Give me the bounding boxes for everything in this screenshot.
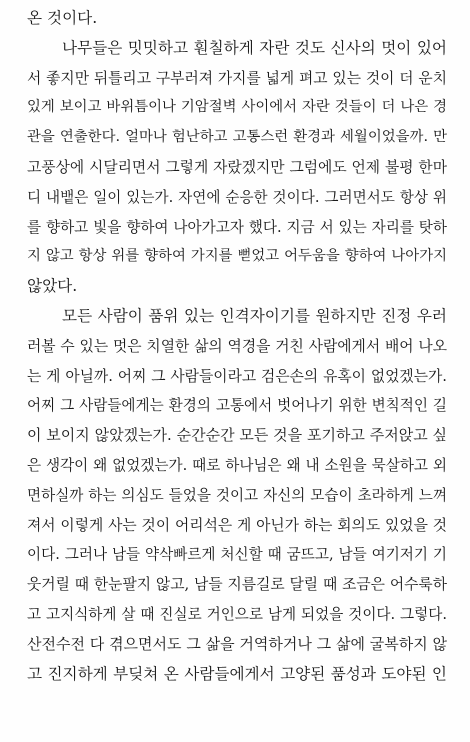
- text-line: 온 것이다.: [27, 9, 98, 27]
- text-line: 은 생각이 왜 없었겠는가. 때로 하나님은 왜 내 소원을 묵살하고 외: [27, 456, 447, 474]
- text-line: 져서 이렇게 사는 것이 어리석은 게 아닌가 하는 회의도 있었을 것: [27, 516, 447, 534]
- text-line: 디 내뱉은 일이 있는가. 자연에 순응한 것이다. 그러면서도 항상 위: [27, 188, 447, 206]
- text-line: 이다. 그러나 남들 약삭빠르게 처신할 때 굼뜨고, 남들 여기저기 기: [27, 546, 447, 564]
- text-line: 웃거릴 때 한눈팔지 않고, 남들 지름길로 달릴 때 조금은 어수룩하: [27, 576, 447, 594]
- text-line: 않았다.: [27, 277, 78, 296]
- text-line: 고 고지식하게 살 때 진실로 거인으로 남게 되었을 것이다. 그렇다.: [27, 605, 447, 623]
- text-line: 산전수전 다 겪으면서도 그 삶을 거역하거나 그 삶에 굴복하지 않: [27, 634, 447, 653]
- text-line: 나무들은 밋밋하고 훤칠하게 자란 것도 신사의 멋이 있어: [62, 38, 447, 57]
- text-line: 는 게 아닐까. 어찌 그 사람들이라고 검은손의 유혹이 없었겠는가.: [27, 367, 447, 385]
- text-line: 관을 연출한다. 얼마나 험난하고 고통스런 환경과 세월이었을까. 만: [27, 129, 447, 146]
- text-line: 고풍상에 시달리면서 그렇게 자랐겠지만 그럼에도 언제 불평 한마: [27, 158, 447, 176]
- text-line: 지 않고 항상 위를 향하여 가지를 뻗었고 어두움을 향하여 나아가지: [27, 248, 447, 265]
- text-line: 모든 사람이 품위 있는 인격자이기를 원하지만 진정 우러: [62, 306, 447, 325]
- text-line: 있게 보이고 바위틈이나 기암절벽 사이에서 자란 것들이 더 나은 경: [27, 99, 447, 116]
- text-line: 러볼 수 있는 멋은 치열한 삶의 역경을 거친 사람에게서 배어 나오: [27, 337, 447, 355]
- text-line: 고 진지하게 부딪쳐 온 사람들에게서 고양된 품성과 도야된 인: [27, 664, 447, 683]
- text-line: 서 좋지만 뒤틀리고 구부러져 가지를 넓게 펴고 있는 것이 더 운치: [27, 69, 447, 87]
- text-line: 면하실까 하는 의심도 들었을 것이고 자신의 모습이 초라하게 느껴: [27, 486, 447, 504]
- text-line: 어찌 그 사람들에게는 환경의 고통에서 벗어나기 위한 변칙적인 길: [27, 397, 447, 415]
- text-line: 를 향하고 빛을 향하여 나아가고자 했다. 지금 서 있는 자리를 탓하: [27, 218, 447, 236]
- body-text: [27, 4, 447, 689]
- text-line: 이 보이지 않았겠는가. 순간순간 모든 것을 포기하고 주저앉고 싶: [27, 426, 447, 445]
